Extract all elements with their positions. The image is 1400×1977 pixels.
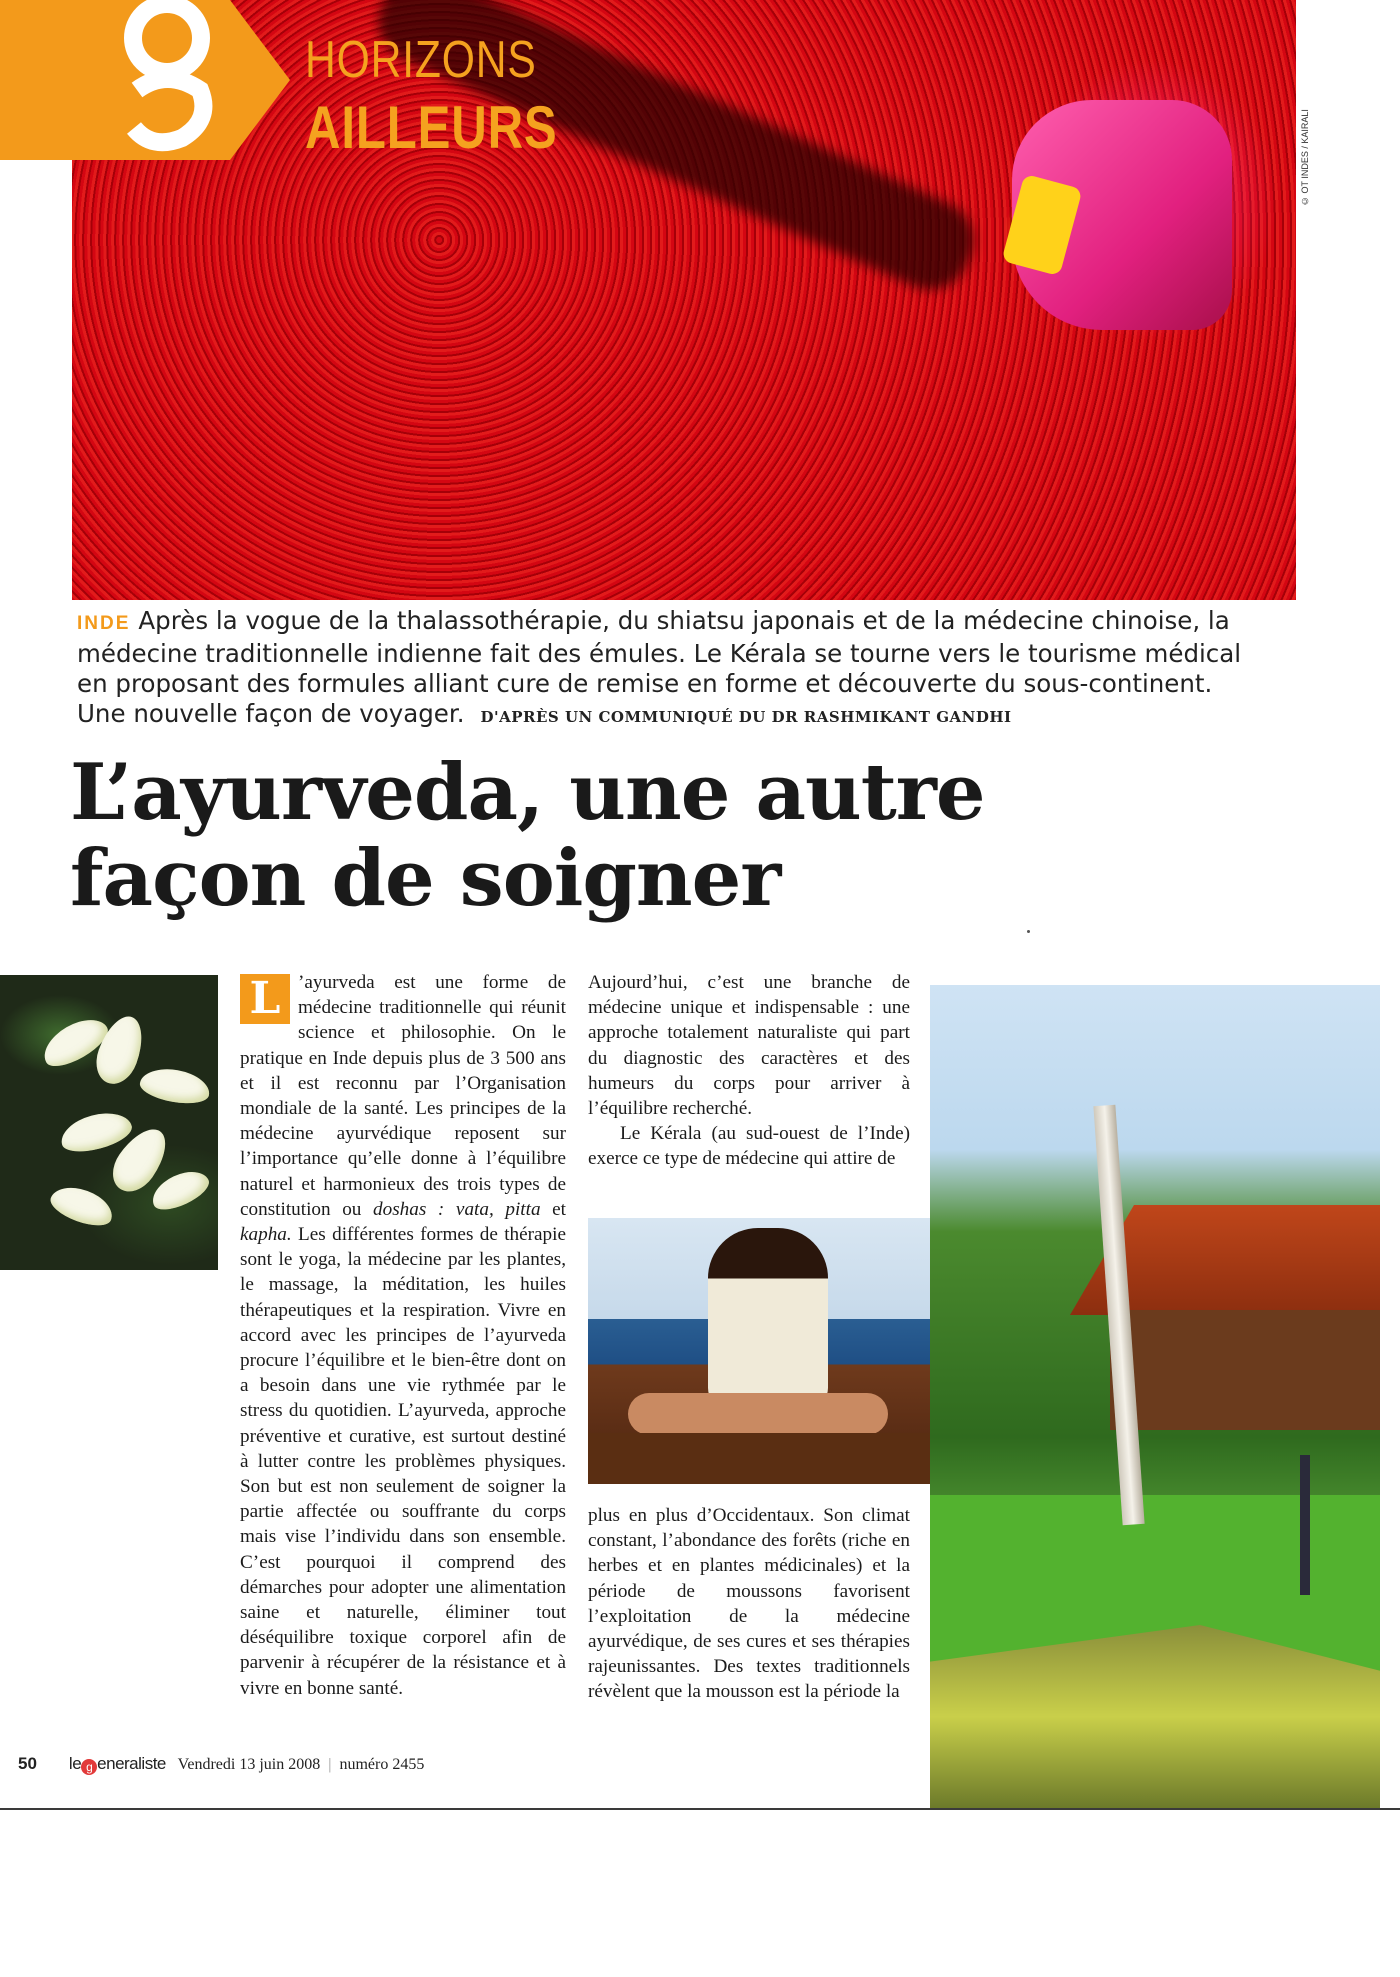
massage-table: [588, 1433, 933, 1484]
footer-separator: |: [328, 1756, 332, 1773]
article-headline: [70, 747, 1220, 924]
intro-paragraph: [77, 606, 1267, 732]
therapist-figure: [708, 1228, 828, 1408]
article-column-1: [240, 970, 566, 1701]
kerala-resort-photo: [930, 985, 1380, 1808]
frangipani-flower-photo: [0, 975, 218, 1270]
lamp-post: [1300, 1455, 1310, 1595]
section-tag-arrow: [230, 0, 290, 160]
flower-petal: [46, 1180, 117, 1232]
flower-petal: [146, 1164, 213, 1217]
intro-text: Après la vogue de la thalassothérapie, du shiatsu japonais et de la médecine chinoise, la médecine traditionnelle indienne fait des émules. Le Kérala se tourne vers le tourisme médical en proposant des formules alliant cure de remise en forme et découverte du sous-continent. Une nouvelle façon de voyager.: [77, 606, 1242, 728]
issue-date: Vendredi 13 juin 2008: [177, 1756, 321, 1773]
article-column-2: [588, 970, 910, 1172]
intro-kicker: INDE: [77, 613, 131, 634]
cottage-wall: [1110, 1310, 1380, 1430]
body-paragraph: plus en plus d’Occidentaux. Son climat constant, l’abondance des forêts (riche en herbes et en plantes médicinales) et la période de moussons favorisent l’exploitation de la médecine ayurvédique, de ses cures et ses thérapies rajeunissantes. Des textes traditionnels révèlent que la mousson est la période la: [588, 1505, 910, 1703]
section-title-ailleurs: AILLEURS: [305, 94, 558, 161]
page-number: 50: [18, 1754, 37, 1773]
intro-source: D'APRÈS UN COMMUNIQUÉ DU DR RASHMIKANT GANDHI: [480, 708, 1012, 726]
headline-line-1: L’ayurveda, une autre: [70, 747, 985, 838]
article-column-3: [588, 1503, 910, 1705]
body-paragraph: Aujourd’hui, c’est une branche de médecine unique et indispensable : une approche totalement naturaliste qui part du diagnostic des caractères et des humeurs du corps pour arriver à l’équilibre recherché.: [588, 972, 910, 1120]
page-footer: [18, 1754, 424, 1775]
section-title-horizons: HORIZONS: [305, 31, 537, 89]
magazine-g-logo-icon: [112, 0, 222, 160]
ayurvedic-massage-photo: [588, 1218, 933, 1484]
footer-rule: [0, 1808, 1400, 1810]
flower-petal: [138, 1064, 212, 1108]
body-paragraph: L ’ayurveda est une forme de médecine traditionnelle qui réunit science et philosophie. On le pratique en Inde depuis plus de 3 500 ans et il est reconnu par l’Organisation mondiale de la santé. Les principes de la médecine ayurvédique reposent sur l’importance qu’elle donne à l’équilibre naturel et harmonieux des trois types de constitution ou doshas : vata, pitta et kapha. Les différentes formes de thérapie sont le yoga, la médecine par les plantes, le massage, la méditation, les huiles thérapeutiques et la respiration. Vivre en accord avec les principes de l’ayurveda procure l’équilibre et le bien-être dont on a besoin dans une vie rythmée par le stress du quotidien. L’ayurveda, approche préventive et curative, est surtout destiné à lutter contre les problèmes physiques. Son but est non seulement de soigner la partie affectée ou souffrante du corps mais vise l’individu dans son ensemble. C’est pourquoi il comprend des démarches pour adopter une alimentation saine et naturelle, éliminer tout déséquilibre toxique corporel afin de parvenir à récupérer de la résistance et à vivre en bonne santé.: [240, 972, 567, 1699]
photo-credit: © OT INDES / KAIRALI: [1300, 109, 1310, 206]
body-paragraph: Le Kérala (au sud-ouest de l’Inde) exerce ce type de médecine qui attire de: [588, 1123, 910, 1170]
print-dot: [1027, 930, 1030, 933]
drop-cap: L: [240, 974, 290, 1024]
issue-number: numéro 2455: [339, 1756, 425, 1773]
patient-figure: [628, 1393, 888, 1435]
publication-g-icon: g: [81, 1759, 97, 1775]
headline-line-2: façon de soigner: [70, 833, 781, 924]
publication-logo: le g eneraliste: [68, 1754, 166, 1774]
